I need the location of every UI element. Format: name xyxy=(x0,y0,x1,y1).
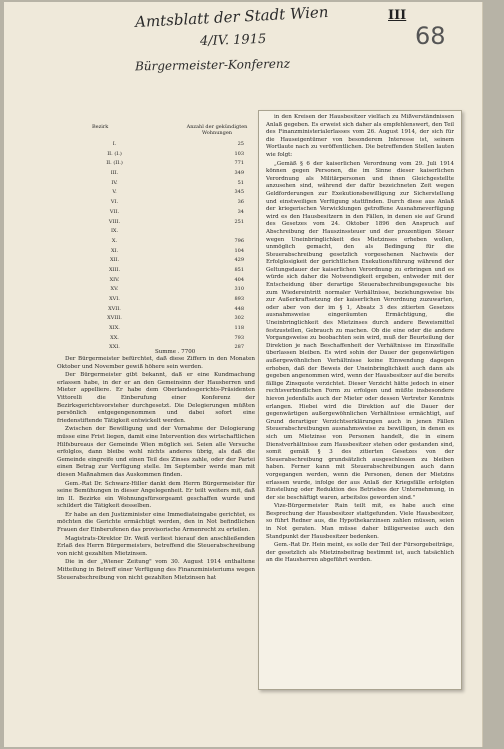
wohnungen-cell: 448 xyxy=(234,305,244,312)
bezirk-cell: IV. xyxy=(111,179,118,186)
paragraph: Die in der „Wiener Zeitung" vom 30. August 1914 enthaltene Mitteilung in Betreff einer Verfügung des Finanzministeriums wegen Steuerabschreibung von nicht gezahlten Mietzinsen hat xyxy=(57,559,255,581)
bezirk-cell: XIII. xyxy=(108,266,121,273)
bezirk-cell: XV. xyxy=(110,286,119,293)
wohnungen-cell: 51 xyxy=(237,179,244,186)
wohnungen-cell: 310 xyxy=(234,286,244,293)
bezirk-cell: XVII. xyxy=(108,305,121,312)
apartments-table xyxy=(92,124,262,353)
table-row xyxy=(92,188,262,198)
table-row xyxy=(92,208,262,218)
table-header xyxy=(92,124,262,136)
bezirk-cell: XII. xyxy=(109,257,120,264)
bezirk-cell: II. (II.) xyxy=(106,160,123,167)
circled-number: 68 xyxy=(415,22,446,50)
table-row xyxy=(92,179,262,189)
wohnungen-cell: 793 xyxy=(234,334,244,341)
bezirk-cell: XXI. xyxy=(109,344,120,351)
bezirk-cell: XI. xyxy=(110,247,119,254)
table-row xyxy=(92,256,262,266)
bezirk-cell: XX. xyxy=(110,334,119,341)
table-row xyxy=(92,266,262,276)
table-row xyxy=(92,227,262,237)
table-row xyxy=(92,237,262,247)
table-row xyxy=(92,276,262,286)
paragraph: Vize-Bürgermeister Rain teilt mit, es habe auch eine Besprechung der Hausbesitzer stattgefunden. Viele Hausbesitzer, so führt Redner aus, die Hypothekarzinsen zahlen müssen, seien in Not geraten. Man müsse daher billigerweise auch den Standpunkt der Hausbesitzer bedenken. xyxy=(266,503,454,540)
paragraph: Zwischen der Bewilligung und der Vornahme der Delogierung müsse eine Frist liegen, damit eine Intervention des wirtschaftlichen Hilfsbureaus der Gemeinde Wien möglich sei. Seien alle Versuche erfolglos, dann bleibe wohl nichts anderes übrig, als daß die Gemeinde eingreife und einen Teil des Zinses zahle, oder der Partei einen Betrag zur Verfügung stelle. Im September werde man mit diesen Maßnahmen das Auskommen finden. xyxy=(57,426,255,478)
table-sum: Summe . 7700 xyxy=(155,349,196,355)
bezirk-cell: II. (I.) xyxy=(107,150,122,157)
wohnungen-cell: 103 xyxy=(234,150,244,157)
wohnungen-cell: 349 xyxy=(234,170,244,177)
bezirk-cell: III. xyxy=(110,170,119,177)
table-row xyxy=(92,314,262,324)
wohnungen-cell: 251 xyxy=(234,218,244,225)
bezirk-cell: V. xyxy=(112,189,117,196)
right-column-text xyxy=(266,114,454,566)
handwritten-subject: Bürgermeister-Konferenz xyxy=(134,56,291,74)
roman-numeral: III xyxy=(388,8,407,23)
paragraph: in den Kreisen der Hausbesitzer vielfach zu Mißverständnissen Anlaß gegeben. Es erweist sich daher als empfehlenswert, den Teil des Finanzministerialerlasses vom 26. August 1914, der sich für die Hauseigentümer von besonderem Interesse ist, seinem Wortlaute nach zu veröffentlichen. Die betreffenden Stellen lauten wie folgt: xyxy=(266,114,454,158)
handwritten-date: 4/IV. 1915 xyxy=(199,31,267,50)
table-row xyxy=(92,295,262,305)
wohnungen-cell: 34 xyxy=(237,208,244,215)
wohnungen-cell: 893 xyxy=(234,296,244,302)
table-row xyxy=(92,198,262,208)
wohnungen-cell: 25 xyxy=(237,141,244,147)
left-column-text xyxy=(57,356,255,583)
table-row xyxy=(92,140,262,150)
table-row xyxy=(92,285,262,295)
table-row xyxy=(92,305,262,315)
bezirk-cell: XVIII. xyxy=(107,315,122,322)
paragraph: Magistrats-Direktor Dr. Weiß verliest hierauf den anschließenden Erlaß des Herrn Bürgermeisters, betreffend die Steuerabschreibung von nicht gezahlten Mietzinsen. xyxy=(57,535,255,557)
wohnungen-cell: 36 xyxy=(237,199,244,206)
bezirk-cell: X. xyxy=(111,237,118,244)
wohnungen-cell: 118 xyxy=(234,325,244,332)
wohnungen-cell: 302 xyxy=(234,315,244,322)
wohnungen-cell: 429 xyxy=(234,257,244,264)
bezirk-cell: XIX. xyxy=(109,325,120,332)
bezirk-cell: XIV. xyxy=(109,276,120,283)
table-row xyxy=(92,334,262,344)
paragraph: „Gemäß § 6 der kaiserlichen Verordnung vom 29. Juli 1914 können gegen Personen, die im Sinne dieser kaiserlichen Verordnung als Militärpersonen und ihnen Gleichgestellte anzusehen sind, während der dafür bezeichneten Zeit wegen Geldforderungen zur Exekutionsbewilligung zur Sicherstellung und einstweiligen Verfügung stattfinden. Durch diese aus Anlaß der kriegerischen Verwicklungen getroffene Ausnahmeverfügung wird es den Hausbesitzern in den Fällen, in denen sie auf Grund des Gesetzes vom 24. Oktober 1896 den Anspruch auf Abschreibung der Hauszinssteuer und der prozentigen Steuer wegen Uneinbringlichkeit des Mietzinses erheben wollen, unmöglich gemacht, den als Bedingung für die Steuerabschreibung gesetzlich vorgesehenen Nachweis der Erfolglosigkeit der gerichtlichen Exekutionsführung während der Geltungsdauer der kaiserlichen Verordnung zu erbringen und es würde sich daher die Notwendigkeit ergeben, entweder mit der Entscheidung über derartige Steuerabschreibungsgesuche bis zum Wiedereintritt normaler Verhältnisse, beziehungsweise bis zur Außerkraftsetzung der kaiserlichen Verordnung zuzuwarten, oder aber von der im § 1, Absatz 3 des zitierten Gesetzes ausnahmsweise eingeräumten Ermächtigung, die Uneinbringlichkeit des Mietzinses durch andere Beweismittel festzustellen, Gebrauch zu machen. Ob die eine oder die andere Vorgangsweise zu beobachten sein wird, muß der Beurteilung der Direktion je nach Beschaffenheit der Verhältnisse im Einzelfalle überlassen bleiben. Es wird sohin der Dauer der gegenwärtigen außergewöhnlichen Verhältnisse keine Einwendung dagegen erhoben, daß der Beweis der Uneinbringlichkeit auch dann als gegeben angenommen wird, wenn der Hausbesitzer auf die bereits fällige Zinsquote verzichtet. Dieser Verzicht hätte jedoch in einer rechtsverbindlichen Form zu erfolgen und müßte insbesondere hievon jedenfalls auch der Mieter oder dessen Vertreter Kenntnis erlangen. Hiebei wird die Direktion auf die Dauer der gegenwärtigen außergewöhnlichen Verhältnisse ermächtigt, auf Grund derartiger Verzichtserklärungen auch in jenen Fällen Steuerabschreibungen ausnahmsweise zu bewilligen, in denen es sich um Mietzinse von Personen handelt, die in einem Dienstverhältnisse zum Hausbesitzer stehen oder gestanden sind, somit gemäß § 3 des zitierten Gesetzes von der Steuerabschreibung grundsätzlich ausgeschlossen zu bleiben haben. Ferner kann mit Steuerabschreibungen auch dann vorgegangen werden, wenn die Personen, denen der Mietzins erlassen wurde, infolge der aus Anlaß der Kriegsfälle erfolgten Einstellung oder Reduktion des Betriebes der Unternehmung, in der sie beschäftigt waren, arbeitslos geworden sind." xyxy=(266,160,454,501)
bezirk-cell: VIII. xyxy=(108,218,121,225)
handwritten-title: Amtsblatt der Stadt Wien xyxy=(134,2,329,32)
table-body xyxy=(92,140,262,353)
wohnungen-cell: 771 xyxy=(234,160,244,167)
table-row xyxy=(92,159,262,169)
bezirk-cell: VII. xyxy=(109,208,120,215)
bezirk-cell: I. xyxy=(112,141,117,147)
wohnungen-cell xyxy=(204,227,262,237)
col-wohnungen: Anzahl der gekündigten Wohnungen xyxy=(186,124,248,136)
table-row xyxy=(92,247,262,257)
table-row xyxy=(92,150,262,160)
wohnungen-cell: 796 xyxy=(234,237,244,244)
bezirk-cell: VI. xyxy=(110,199,119,206)
table-row xyxy=(92,169,262,179)
paragraph: Der Bürgermeister gibt bekannt, daß er eine Kundmachung erlassen habe, in der er an den Gemeinsinn der Hausherren und Mieter appelliere. Er habe dem Oberlandesgerichts-Präsidenten Vittorelli die Einberufung einer Konferenz der Bezirksgerichtsvorsteher durchgesetzt. Die Delegierungen müßten persönlich entgegengenommen und dabei sofort eine friedenstiftende Tätigkeit entwickelt werden. xyxy=(57,372,255,424)
bezirk-cell: IX. xyxy=(110,228,119,235)
table-row xyxy=(92,218,262,228)
bezirk-cell: XVI. xyxy=(109,296,120,302)
table-row xyxy=(92,324,262,334)
wohnungen-cell: 345 xyxy=(234,189,244,196)
wohnungen-cell: 404 xyxy=(234,276,244,283)
wohnungen-cell: 287 xyxy=(234,344,244,351)
col-bezirk: Bezirk xyxy=(92,124,109,130)
paragraph: Er habe an den Justizminister eine Immediateingabe gerichtet, es möchten die Gerichte ermächtigt werden, den in Not befindlichen Frauen der Einberufenen das provisorische Armenrecht zu erteilen. xyxy=(57,511,255,534)
paragraph: Gem.-Rat Dr. Hein meint, es solle der Teil der Fürsorgebeiträge, der gesetzlich als Mietzinsbeitrag bestimmt ist, auch tatsächlich an die Hausherren abgeführt werden. xyxy=(266,542,454,564)
wohnungen-cell: 851 xyxy=(234,266,244,273)
wohnungen-cell: 104 xyxy=(234,247,244,254)
paragraph: Der Bürgermeister befürchtet, daß diese Ziffern in den Monaten Oktober und November gewiß höhere sein werden. xyxy=(57,356,255,370)
paragraph: Gem.-Rat Dr. Schwarz-Hiller dankt dem Herrn Bürgermeister für seine Bemühungen in dieser Angelegenheit. Er teilt weiters mit, daß im II. Bezirke ein Wohnungsfürsorgeamt geschaffen wurde und schildert die Tätigkeit desselben. xyxy=(57,480,255,510)
